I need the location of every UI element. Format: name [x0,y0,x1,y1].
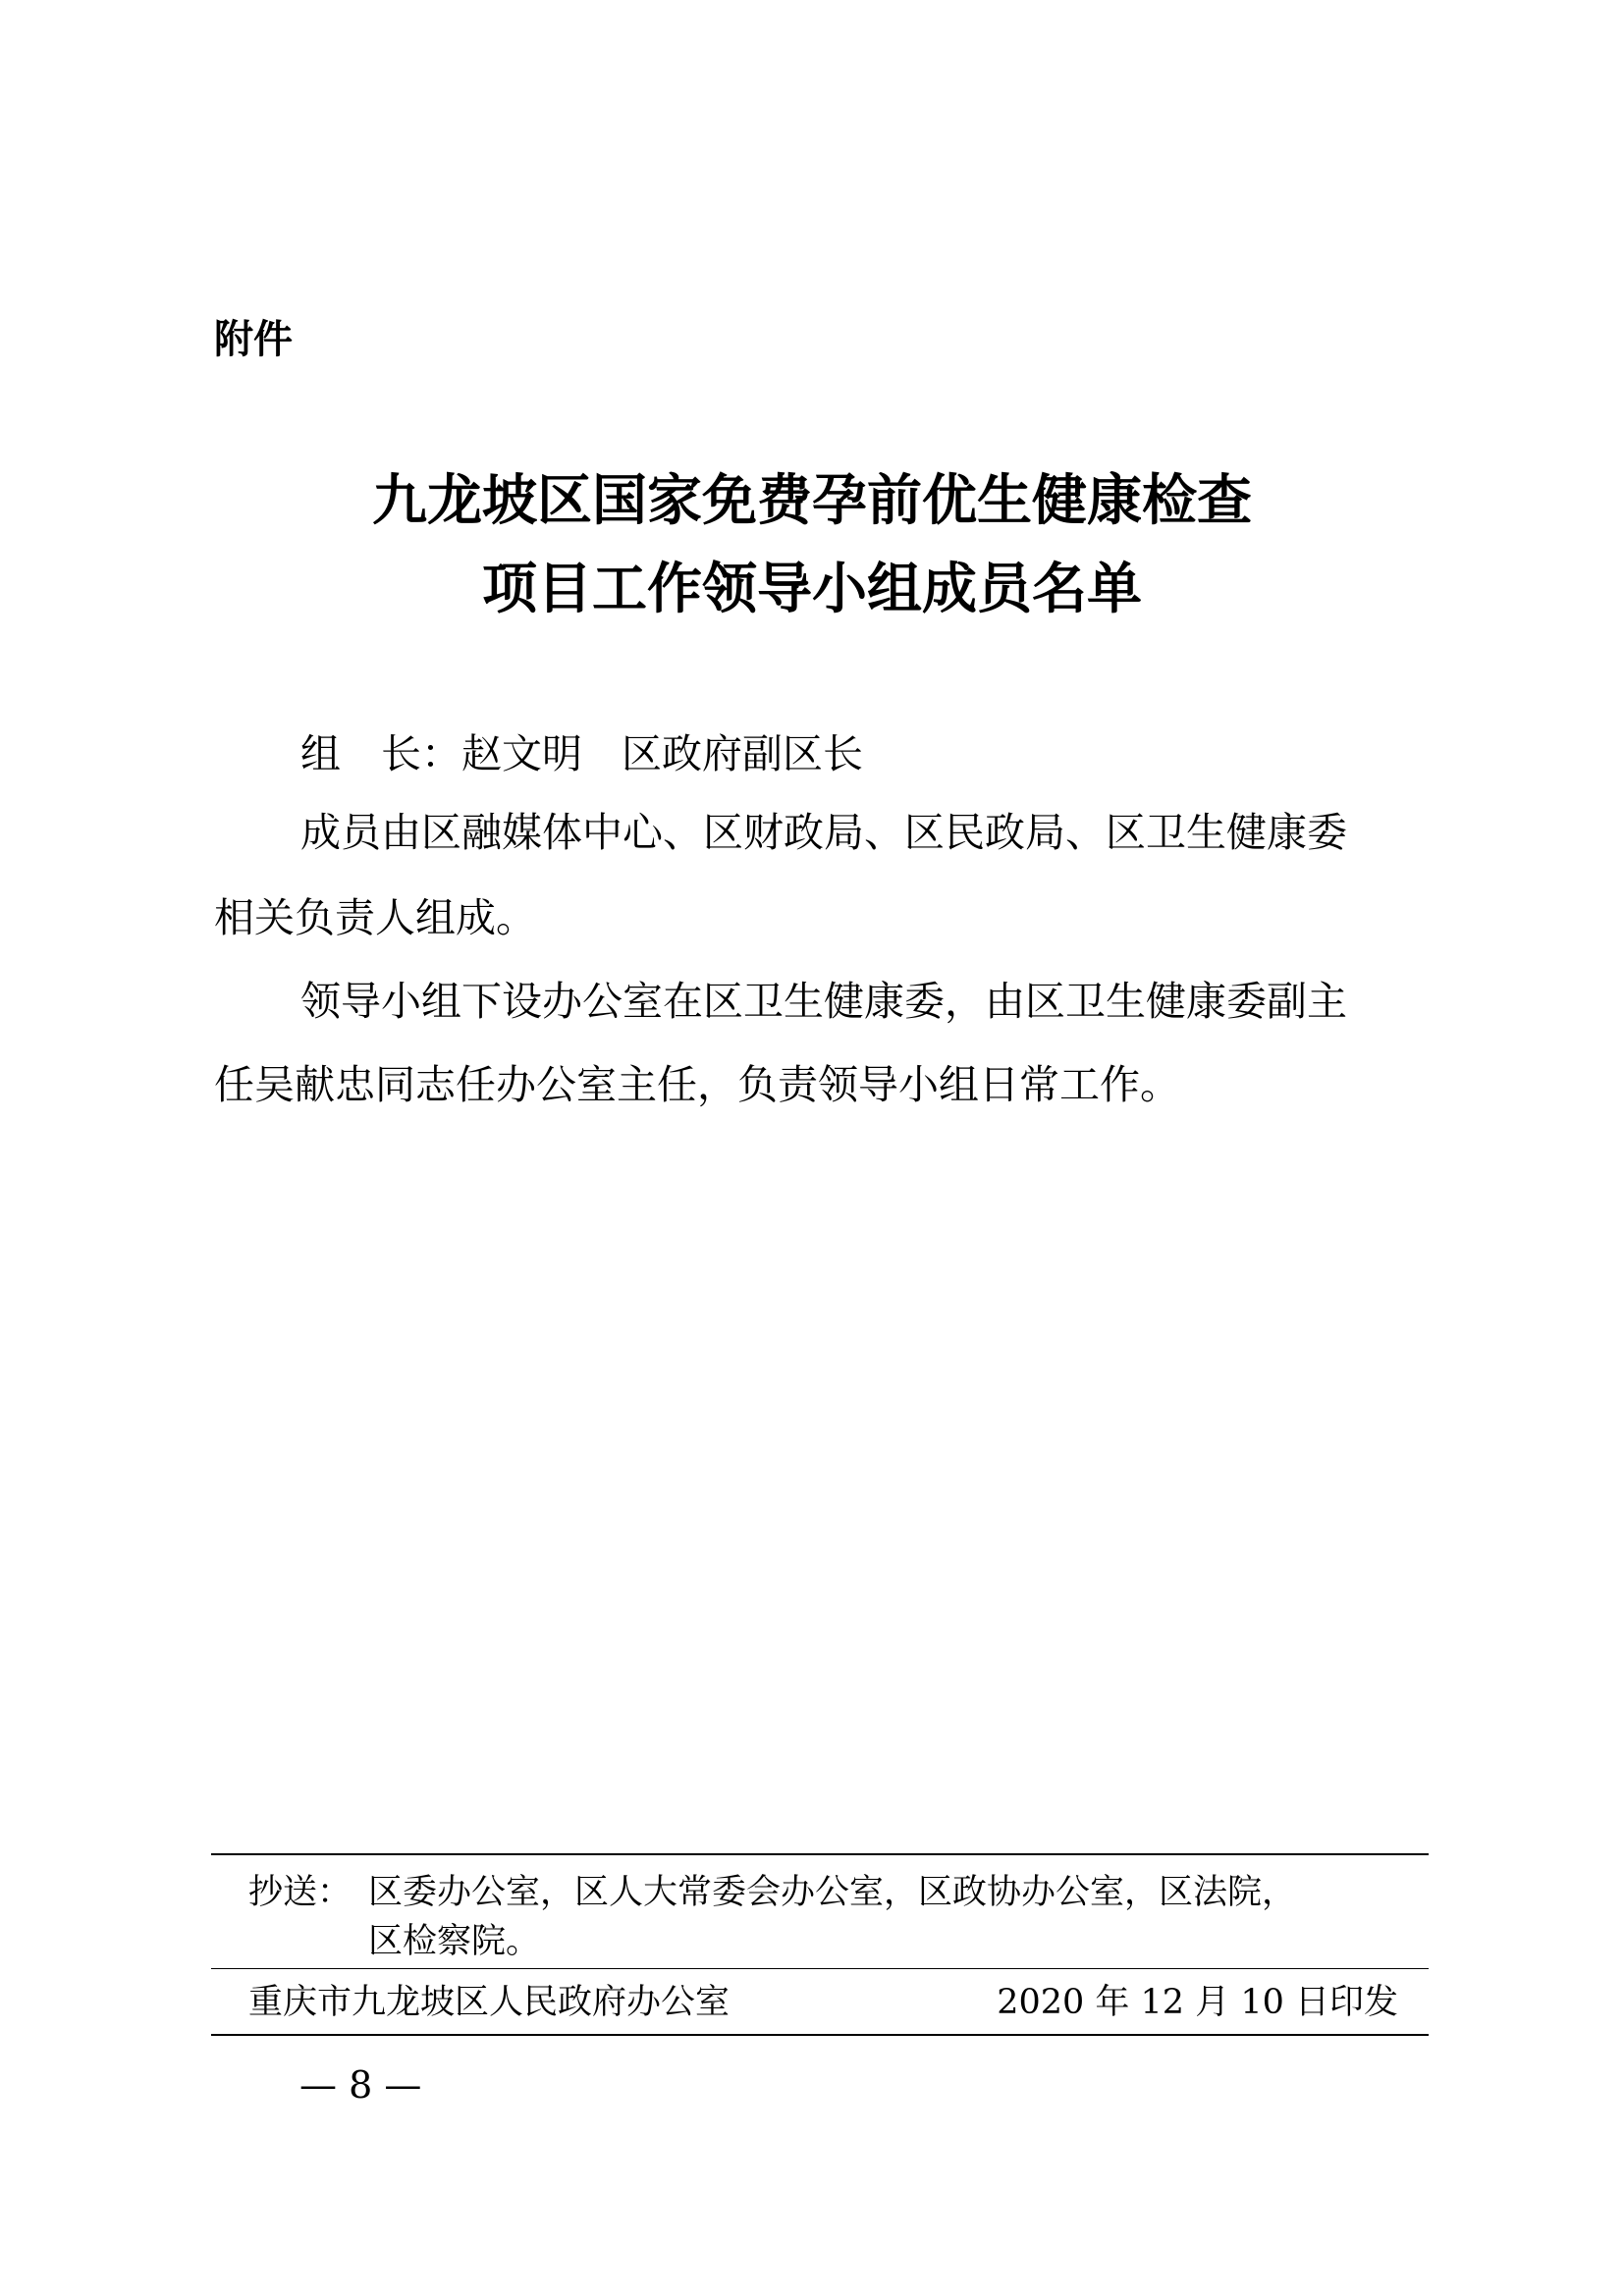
office-line-2: 任吴献忠同志任办公室主任，负责领导小组日常工作。 [214,1061,1180,1108]
footer-rule-middle [211,1968,1429,1969]
footer-rule-top [211,1853,1429,1855]
cc-label: 抄送： [248,1873,352,1912]
cc-recipients-line-1: 区委办公室，区人大常委会办公室，区政协办公室，区法院， [368,1873,1297,1912]
document-title-line-2: 项目工作领导小组成员名单 [482,557,1142,621]
cc-recipients-line-2: 区检察院。 [368,1922,541,1961]
attachment-label: 附件 [214,317,293,362]
leader-name: 组 长：赵文明 [300,730,582,777]
leader-line [300,724,863,783]
issuer: 重庆市九龙坡区人民政府办公室 [248,1983,731,2022]
office-line-1: 领导小组下设办公室在区卫生健康委，由区卫生健康委副主 [300,978,1347,1025]
members-line-1: 成员由区融媒体中心、区财政局、区民政局、区卫生健康委 [300,809,1347,856]
footer-rule-bottom [211,2034,1429,2036]
page-number: — 8 — [299,2063,422,2107]
issue-date: 2020 年 12 月 10 日印发 [997,1983,1398,2022]
members-line-2: 相关负责人组成。 [214,894,536,941]
leader-position: 区政府副区长 [622,730,863,777]
document-title-line-1: 九龙坡区国家免费孕前优生健康检查 [372,468,1252,533]
